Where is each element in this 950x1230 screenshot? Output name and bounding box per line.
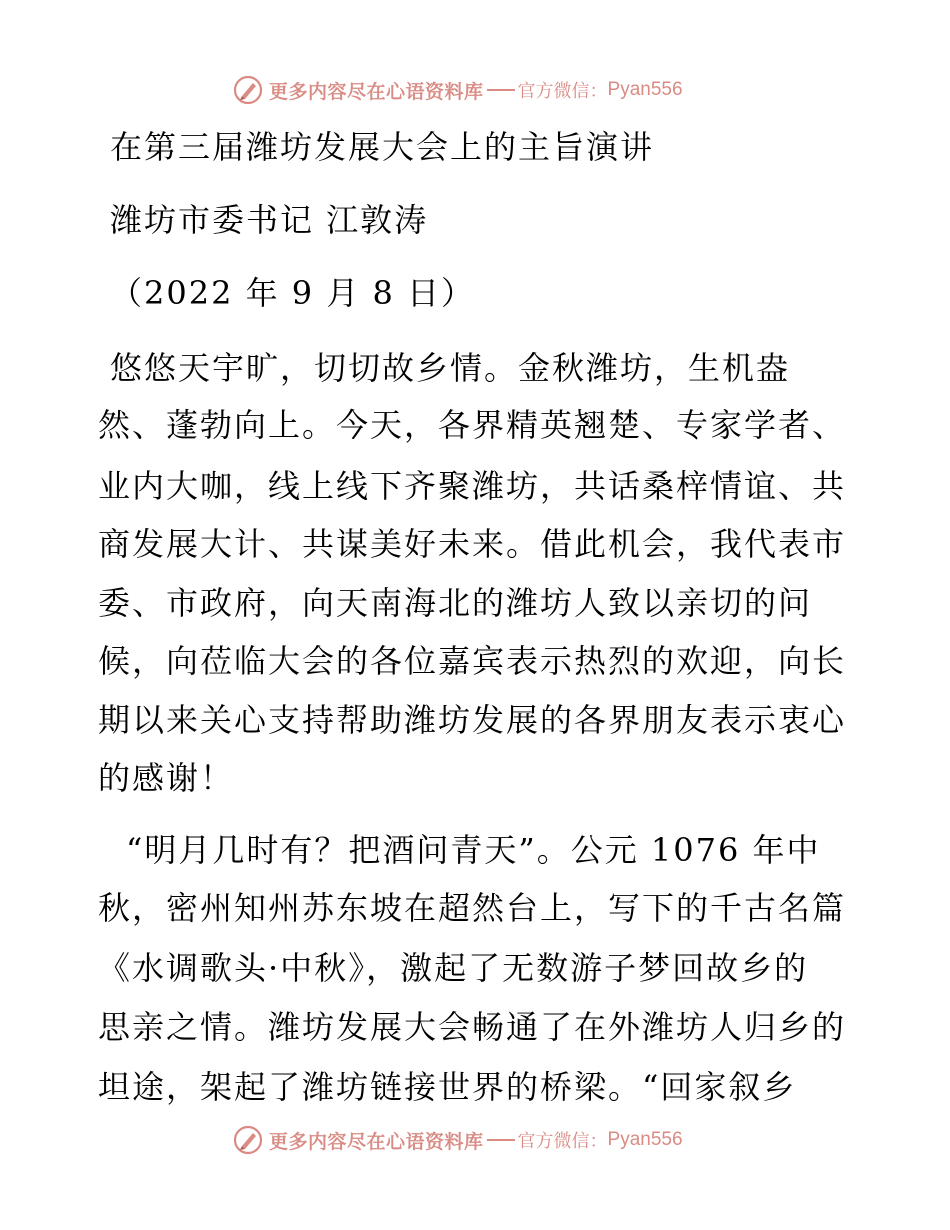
watermark-footer — [233, 1123, 683, 1157]
watermark-dash — [487, 89, 515, 91]
paragraph-line: 期以来关心支持帮助潍坊发展的各界朋友表示衷心 — [98, 701, 847, 739]
watermark-id-text: Pyan556 — [607, 79, 683, 100]
paragraph-line: 秋，密州知州苏东坡在超然台上，写下的千古名篇 — [98, 889, 847, 927]
watermark-dash — [487, 1139, 515, 1141]
paragraph-line: 坦途，架起了潍坊链接世界的桥梁。“回家叙乡 — [98, 1068, 797, 1106]
document-author: 潍坊市委书记 江敦涛 — [110, 201, 429, 239]
paragraph-line: “明月几时有？把酒问青天”。公元 1076 年中 — [126, 831, 821, 869]
paragraph-line: 《水调歌头·中秋》，激起了无数游子梦回故乡的 — [98, 949, 809, 987]
paragraph-line: 思亲之情。潍坊发展大会畅通了在外潍坊人归乡的 — [98, 1008, 847, 1046]
paragraph-line: 业内大咖，线上线下齐聚潍坊，共话桑梓情谊、共 — [98, 467, 847, 505]
paragraph-line: 的感谢！ — [98, 759, 235, 797]
document-date: （2022 年 9 月 8 日） — [110, 274, 476, 312]
paragraph-line: 商发展大计、共谋美好未来。借此机会，我代表市 — [98, 525, 847, 563]
pen-logo-icon — [233, 1125, 263, 1155]
watermark-sub-text: 官方微信： — [517, 1131, 608, 1152]
paragraph-line: 委、市政府，向天南海北的潍坊人致以亲切的问 — [98, 584, 813, 622]
watermark-header — [233, 73, 683, 107]
paragraph-line: 候，向莅临大会的各位嘉宾表示热烈的欢迎，向长 — [98, 642, 847, 680]
watermark-id-text: Pyan556 — [607, 1129, 683, 1150]
watermark-main-text: 更多内容尽在心语资料库 — [269, 80, 484, 103]
watermark-main-text: 更多内容尽在心语资料库 — [269, 1130, 484, 1153]
watermark-sub-text: 官方微信： — [517, 81, 608, 102]
paragraph-line: 悠悠天宇旷，切切故乡情。金秋潍坊，生机盎 — [110, 349, 791, 387]
paragraph-line: 然、蓬勃向上。今天，各界精英翘楚、专家学者、 — [98, 406, 847, 444]
document-title: 在第三届潍坊发展大会上的主旨演讲 — [110, 128, 655, 166]
pen-logo-icon — [233, 75, 263, 105]
